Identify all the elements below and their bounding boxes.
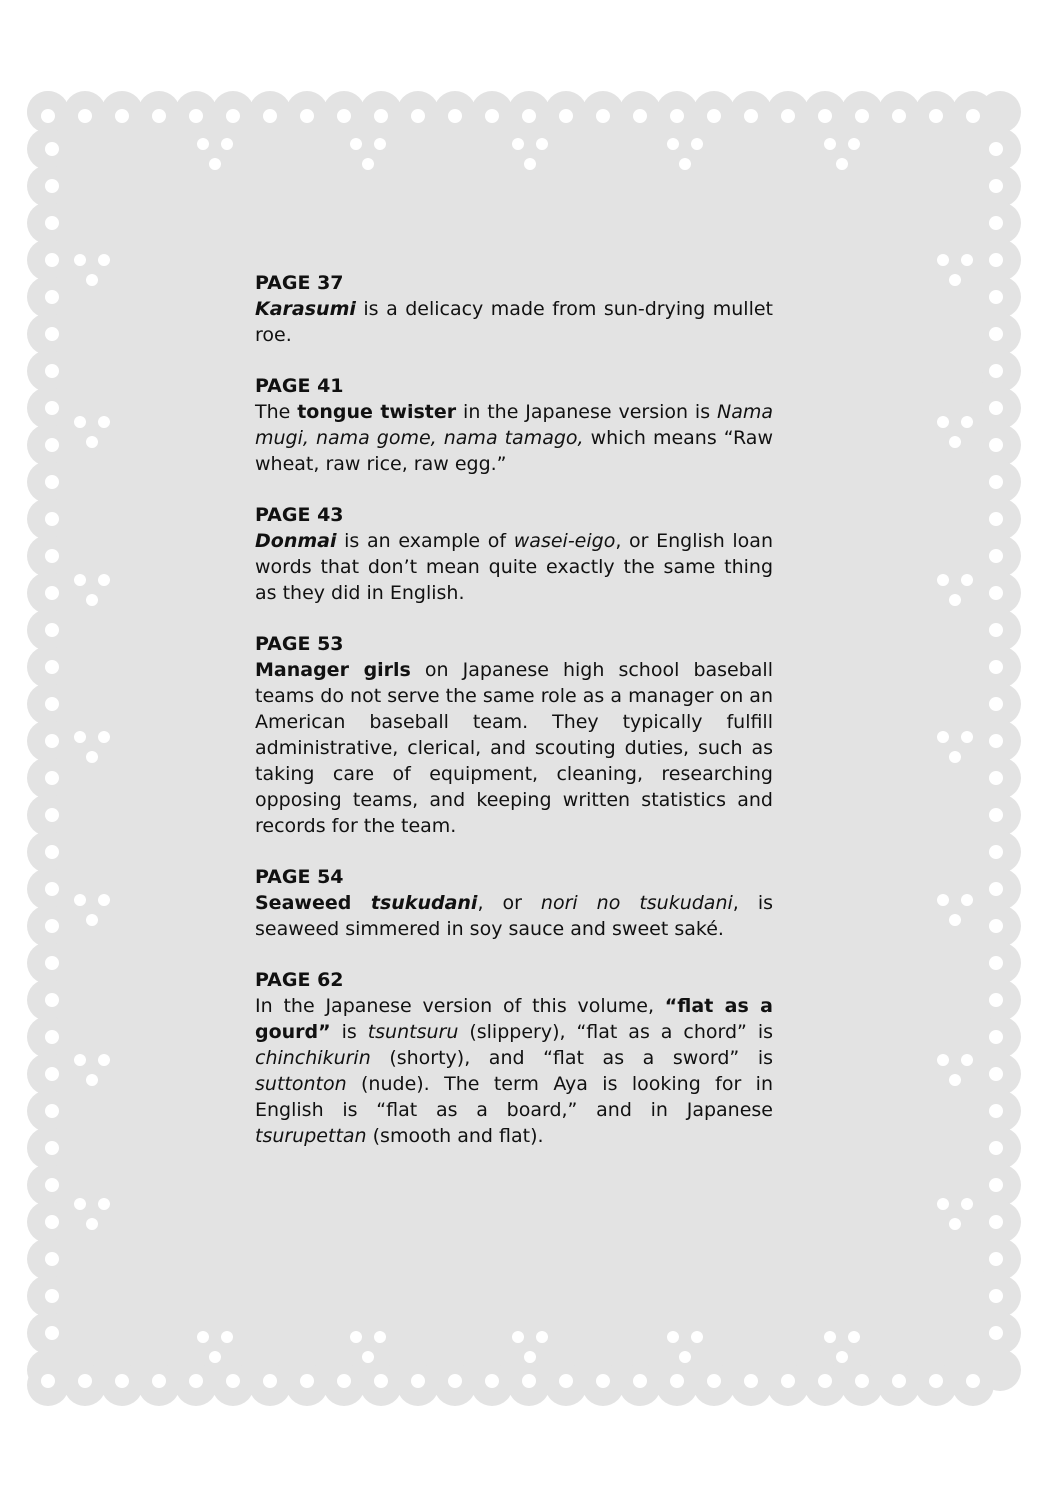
eyelet-hole: [300, 1374, 314, 1388]
japanese-phrase: nori no tsukudani: [540, 892, 733, 914]
eyelet-hole: [226, 109, 240, 123]
eyelet-hole: [961, 894, 973, 906]
eyelet-hole: [41, 109, 55, 123]
eyelet-hole: [596, 109, 610, 123]
eyelet-hole: [45, 1289, 59, 1303]
eyelet-hole: [989, 253, 1003, 267]
eyelet-hole: [45, 253, 59, 267]
eyelet-hole: [744, 1374, 758, 1388]
eyelet-hole: [98, 574, 110, 586]
text: on Japanese high school baseball teams do not serve the same role as a manager on an American baseball team. They typically fulfill administrative, clerical, and scouting duties, such as taking care of equipment, cleaning, researching opposing teams, and keeping written statistics and records for the team.: [255, 659, 773, 837]
eyelet-hole: [362, 1351, 374, 1363]
eyelet-hole: [989, 808, 1003, 822]
eyelet-hole: [45, 845, 59, 859]
eyelet-hole: [86, 594, 98, 606]
japanese-phrase: tsuntsuru: [367, 1021, 459, 1043]
eyelet-hole: [961, 254, 973, 266]
eyelet-hole: [937, 894, 949, 906]
eyelet-hole: [152, 109, 166, 123]
eyelet-hole: [45, 1030, 59, 1044]
eyelet-hole: [86, 274, 98, 286]
eyelet-hole: [74, 254, 86, 266]
eyelet-hole: [966, 109, 980, 123]
eyelet-hole: [836, 158, 848, 170]
eyelet-hole: [781, 109, 795, 123]
scallop: [979, 1349, 1021, 1391]
eyelet-hole: [824, 1331, 836, 1343]
eyelet-hole: [45, 1215, 59, 1229]
eyelet-hole: [197, 138, 209, 150]
eyelet-hole: [691, 1331, 703, 1343]
note-heading: PAGE 43: [255, 504, 344, 526]
eyelet-hole: [512, 1331, 524, 1343]
glossary-notes: [255, 270, 773, 1174]
eyelet-hole: [989, 1141, 1003, 1155]
eyelet-hole: [707, 109, 721, 123]
eyelet-hole: [197, 1331, 209, 1343]
eyelet-hole: [74, 574, 86, 586]
eyelet-hole: [679, 1351, 691, 1363]
eyelet-hole: [78, 1374, 92, 1388]
eyelet-hole: [989, 845, 1003, 859]
eyelet-hole: [961, 574, 973, 586]
eyelet-hole: [86, 1074, 98, 1086]
eyelet-hole: [45, 771, 59, 785]
eyelet-hole: [989, 1326, 1003, 1340]
note-heading: PAGE 41: [255, 375, 344, 397]
eyelet-hole: [86, 751, 98, 763]
eyelet-hole: [989, 919, 1003, 933]
note-page-37: [255, 270, 773, 348]
eyelet-hole: [98, 1198, 110, 1210]
scallop: [979, 91, 1021, 133]
eyelet-hole: [263, 1374, 277, 1388]
term: “flat as a gourd”: [255, 995, 774, 1043]
eyelet-hole: [633, 109, 647, 123]
eyelet-hole: [989, 1104, 1003, 1118]
eyelet-hole: [98, 1054, 110, 1066]
eyelet-hole: [45, 549, 59, 563]
term: tsukudani: [370, 892, 478, 914]
eyelet-hole: [45, 475, 59, 489]
eyelet-hole: [337, 109, 351, 123]
eyelet-hole: [989, 993, 1003, 1007]
eyelet-hole: [45, 882, 59, 896]
eyelet-hole: [989, 660, 1003, 674]
eyelet-hole: [86, 914, 98, 926]
eyelet-hole: [818, 1374, 832, 1388]
eyelet-hole: [937, 1198, 949, 1210]
eyelet-hole: [189, 109, 203, 123]
eyelet-hole: [989, 401, 1003, 415]
eyelet-hole: [45, 697, 59, 711]
text: is: [330, 1021, 368, 1043]
eyelet-hole: [45, 1141, 59, 1155]
eyelet-hole: [989, 771, 1003, 785]
eyelet-hole: [41, 1374, 55, 1388]
eyelet-hole: [989, 956, 1003, 970]
eyelet-hole: [818, 109, 832, 123]
eyelet-hole: [892, 1374, 906, 1388]
eyelet-hole: [45, 1326, 59, 1340]
eyelet-hole: [691, 138, 703, 150]
eyelet-hole: [949, 914, 961, 926]
eyelet-hole: [45, 327, 59, 341]
eyelet-hole: [98, 894, 110, 906]
japanese-phrase: wasei-eigo: [513, 530, 616, 552]
eyelet-hole: [221, 1331, 233, 1343]
eyelet-hole: [350, 138, 362, 150]
eyelet-hole: [892, 109, 906, 123]
note-body: [255, 528, 773, 606]
eyelet-hole: [989, 1030, 1003, 1044]
eyelet-hole: [989, 438, 1003, 452]
eyelet-hole: [536, 1331, 548, 1343]
eyelet-hole: [45, 993, 59, 1007]
eyelet-hole: [949, 594, 961, 606]
eyelet-hole: [448, 109, 462, 123]
eyelet-hole: [45, 1178, 59, 1192]
eyelet-hole: [633, 1374, 647, 1388]
eyelet-hole: [937, 574, 949, 586]
eyelet-hole: [226, 1374, 240, 1388]
eyelet-hole: [949, 436, 961, 448]
eyelet-hole: [512, 138, 524, 150]
text: (smooth and flat).: [366, 1125, 544, 1147]
eyelet-hole: [524, 1351, 536, 1363]
note-page-62: [255, 967, 773, 1149]
eyelet-hole: [411, 1374, 425, 1388]
eyelet-hole: [74, 731, 86, 743]
eyelet-hole: [937, 1054, 949, 1066]
eyelet-hole: [989, 1178, 1003, 1192]
eyelet-hole: [152, 1374, 166, 1388]
eyelet-hole: [374, 138, 386, 150]
eyelet-hole: [45, 216, 59, 230]
note-heading: PAGE 62: [255, 969, 344, 991]
eyelet-hole: [989, 623, 1003, 637]
eyelet-hole: [536, 138, 548, 150]
eyelet-hole: [45, 512, 59, 526]
eyelet-hole: [78, 109, 92, 123]
eyelet-hole: [836, 1351, 848, 1363]
term: Donmai: [255, 530, 337, 552]
eyelet-hole: [209, 158, 221, 170]
eyelet-hole: [949, 751, 961, 763]
eyelet-hole: [374, 1374, 388, 1388]
eyelet-hole: [929, 109, 943, 123]
eyelet-hole: [989, 216, 1003, 230]
eyelet-hole: [485, 1374, 499, 1388]
eyelet-hole: [45, 142, 59, 156]
eyelet-hole: [989, 697, 1003, 711]
eyelet-hole: [115, 109, 129, 123]
note-body: [255, 296, 773, 348]
eyelet-hole: [855, 109, 869, 123]
text: The: [255, 401, 298, 423]
eyelet-hole: [74, 1054, 86, 1066]
eyelet-hole: [337, 1374, 351, 1388]
eyelet-hole: [989, 179, 1003, 193]
term: Seaweed: [255, 892, 371, 914]
eyelet-hole: [937, 416, 949, 428]
eyelet-hole: [448, 1374, 462, 1388]
eyelet-hole: [989, 586, 1003, 600]
eyelet-hole: [45, 1067, 59, 1081]
note-page-43: [255, 502, 773, 606]
eyelet-hole: [989, 1252, 1003, 1266]
eyelet-hole: [350, 1331, 362, 1343]
eyelet-hole: [989, 142, 1003, 156]
eyelet-hole: [989, 512, 1003, 526]
eyelet-hole: [670, 109, 684, 123]
eyelet-hole: [707, 1374, 721, 1388]
text: , or: [477, 892, 541, 914]
eyelet-hole: [848, 138, 860, 150]
eyelet-hole: [559, 1374, 573, 1388]
eyelet-hole: [961, 416, 973, 428]
eyelet-hole: [744, 109, 758, 123]
eyelet-hole: [559, 109, 573, 123]
eyelet-hole: [989, 882, 1003, 896]
eyelet-hole: [989, 364, 1003, 378]
eyelet-hole: [596, 1374, 610, 1388]
eyelet-hole: [949, 274, 961, 286]
eyelet-hole: [362, 158, 374, 170]
eyelet-hole: [45, 290, 59, 304]
eyelet-hole: [45, 364, 59, 378]
eyelet-hole: [45, 401, 59, 415]
eyelet-hole: [667, 138, 679, 150]
eyelet-hole: [961, 1054, 973, 1066]
eyelet-hole: [374, 109, 388, 123]
text: in the Japanese version is: [456, 401, 717, 423]
text: (slippery), “flat as a chord” is: [458, 1021, 773, 1043]
eyelet-hole: [989, 1215, 1003, 1229]
japanese-phrase: suttonton: [255, 1073, 347, 1095]
eyelet-hole: [45, 438, 59, 452]
eyelet-hole: [929, 1374, 943, 1388]
eyelet-hole: [74, 416, 86, 428]
eyelet-hole: [86, 436, 98, 448]
text: (nude). The term Aya is looking for in English is “flat as a board,” and in Japanese: [255, 1073, 773, 1121]
eyelet-hole: [86, 1218, 98, 1230]
eyelet-hole: [989, 475, 1003, 489]
eyelet-hole: [98, 254, 110, 266]
text: (shorty), and “flat as a sword” is: [370, 1047, 773, 1069]
eyelet-hole: [989, 549, 1003, 563]
note-body: [255, 993, 773, 1149]
eyelet-hole: [45, 956, 59, 970]
eyelet-hole: [670, 1374, 684, 1388]
term: Manager girls: [255, 659, 411, 681]
eyelet-hole: [961, 1198, 973, 1210]
japanese-phrase: tsurupettan: [255, 1125, 367, 1147]
eyelet-hole: [989, 290, 1003, 304]
eyelet-hole: [221, 138, 233, 150]
note-page-53: [255, 631, 773, 839]
eyelet-hole: [522, 109, 536, 123]
eyelet-hole: [937, 254, 949, 266]
eyelet-hole: [374, 1331, 386, 1343]
japanese-phrase: Nama mugi, nama gome, nama tamago,: [255, 401, 773, 449]
text: is a delicacy made from sun-drying mullet roe.: [255, 298, 773, 346]
eyelet-hole: [524, 158, 536, 170]
japanese-phrase: chinchikurin: [255, 1047, 371, 1069]
eyelet-hole: [189, 1374, 203, 1388]
note-heading: PAGE 53: [255, 633, 344, 655]
eyelet-hole: [45, 586, 59, 600]
eyelet-hole: [98, 731, 110, 743]
eyelet-hole: [45, 660, 59, 674]
eyelet-hole: [989, 1067, 1003, 1081]
eyelet-hole: [848, 1331, 860, 1343]
eyelet-hole: [98, 416, 110, 428]
note-page-41: [255, 373, 773, 477]
text: which means “Raw wheat, raw rice, raw egg.”: [255, 427, 773, 475]
eyelet-hole: [45, 808, 59, 822]
eyelet-hole: [966, 1374, 980, 1388]
eyelet-hole: [300, 109, 314, 123]
note-body: [255, 657, 773, 839]
eyelet-hole: [74, 1198, 86, 1210]
eyelet-hole: [679, 158, 691, 170]
eyelet-hole: [45, 179, 59, 193]
term: Karasumi: [255, 298, 356, 320]
eyelet-hole: [263, 109, 277, 123]
eyelet-hole: [45, 1104, 59, 1118]
eyelet-hole: [989, 1289, 1003, 1303]
eyelet-hole: [45, 734, 59, 748]
eyelet-hole: [115, 1374, 129, 1388]
text: is an example of: [336, 530, 514, 552]
eyelet-hole: [989, 327, 1003, 341]
eyelet-hole: [45, 623, 59, 637]
eyelet-hole: [855, 1374, 869, 1388]
note-heading: PAGE 37: [255, 272, 344, 294]
eyelet-hole: [411, 109, 425, 123]
eyelet-hole: [989, 734, 1003, 748]
eyelet-hole: [949, 1218, 961, 1230]
note-body: [255, 399, 773, 477]
eyelet-hole: [824, 138, 836, 150]
term: tongue twister: [297, 401, 457, 423]
eyelet-hole: [961, 731, 973, 743]
eyelet-hole: [45, 919, 59, 933]
text: In the Japanese version of this volume,: [255, 995, 665, 1017]
text: , or English loan words that don’t mean quite exactly the same thing as they did in English.: [255, 530, 773, 604]
eyelet-hole: [949, 1074, 961, 1086]
eyelet-hole: [74, 894, 86, 906]
eyelet-hole: [45, 1252, 59, 1266]
eyelet-hole: [937, 731, 949, 743]
eyelet-hole: [667, 1331, 679, 1343]
eyelet-hole: [522, 1374, 536, 1388]
eyelet-hole: [781, 1374, 795, 1388]
note-body: [255, 890, 773, 942]
eyelet-hole: [485, 109, 499, 123]
note-heading: PAGE 54: [255, 866, 344, 888]
note-page-54: [255, 864, 773, 942]
text: , is seaweed simmered in soy sauce and sweet saké.: [255, 892, 773, 940]
eyelet-hole: [209, 1351, 221, 1363]
